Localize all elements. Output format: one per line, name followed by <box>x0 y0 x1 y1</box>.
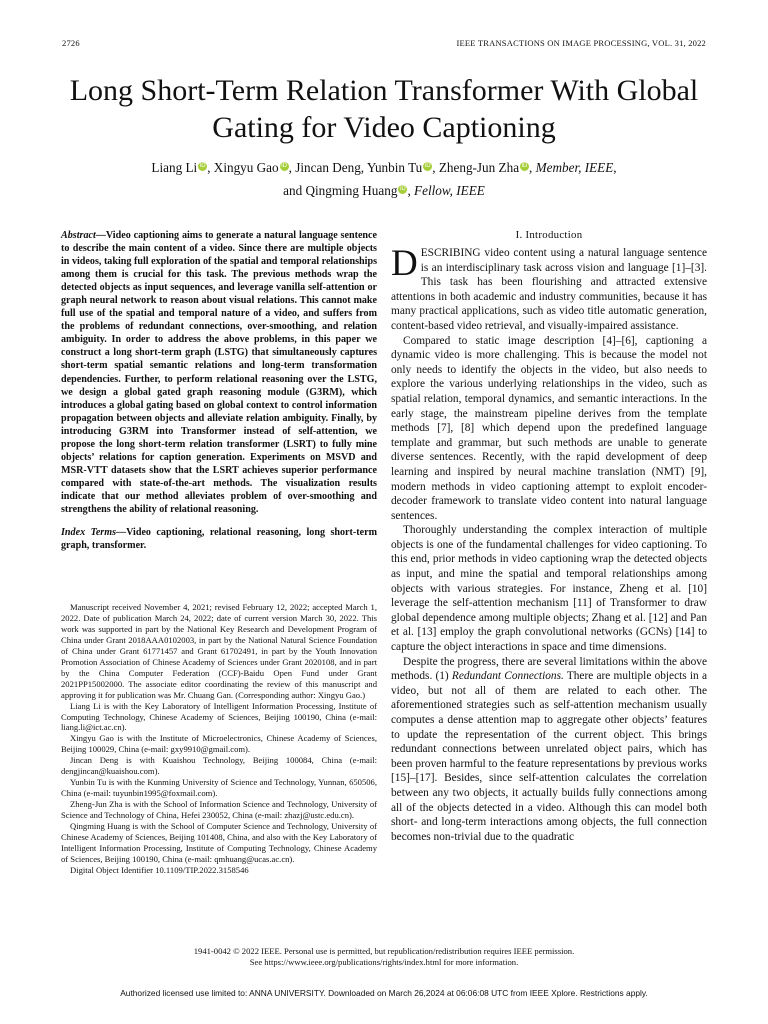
abstract-label: Abstract <box>61 230 96 241</box>
orcid-icon[interactable]: iD <box>400 185 406 192</box>
index-terms-text: —Video captioning, relational reasoning, long short-term graph, transformer. <box>61 527 377 552</box>
author-role: Fellow, IEEE <box>414 183 485 198</box>
author-name: Jincan Deng <box>295 160 361 175</box>
title-line-2: Gating for Video Captioning <box>212 111 556 144</box>
intro-paragraph-2: Compared to static image description [4]–[6], captioning a dynamic video is more challenging. This is because the model not only needs to identify the objects in the video, but also needs to explore the various underlying relationships in the video, such as spatial relation, temporal dynamics, and semantic interactions. In the early stage, the mainstream pipeline derives from the template methods [7], [8] which depend upon the predefined language template and grammar, but such methods are unable to generate diverse sentences. Recently, with the rapid development of deep learning and inspired by neural machine translation (NMT) [9], modern methods in video captioning attempt to exploit encoder-decoder framework to translate video content into natural language sentences. <box>391 334 707 522</box>
author-name: Liang Li <box>151 160 198 175</box>
intro-paragraph-4: Despite the progress, there are several limitations within the above methods. (1) Redundant Connections. There are multiple objects in a video, but not all of them are related to each other. The aforementioned strategies such as self-attention mechanism usually computes a dense attention map to aggregate other objects’ features to update the representation of the current object. This brings redundant connections between unrelated object pairs, which has been proven harmful to the feature representations by previous works [15]–[17]. Besides, since self-attention calculates the correlation between any two objects, it actually builds fully connections among all of the objects detected in a video. Although this can model both short- and long-term interactions among objects, the full connection becomes non-trivial due to the quadratic <box>391 655 707 843</box>
author-role: Member, IEEE <box>535 160 614 175</box>
author-name: Xingyu Gao <box>213 160 279 175</box>
page-number: 2726 <box>62 38 80 48</box>
index-terms <box>61 526 377 552</box>
orcid-icon[interactable]: iD <box>281 162 287 169</box>
intro-paragraph-3: Thoroughly understanding the complex interaction of multiple objects is one of the fundamental challenges for video captioning. To this end, prior methods in video captioning wrap the detected objects as input, and mine the spatial and temporal relationships among objects with various strategies. For instance, Zheng et al. [10] leverage the self-attention mechanism [11] of Transformer to draw global dependence among multiple objects; Zhang et al. [12] and Pan et al. [13] employ the graph convolutional networks (GCNs) [14] to capture the object interactions in space and time dimensions. <box>391 524 707 654</box>
index-terms-label: Index Terms <box>61 527 117 539</box>
intro-paragraph-1: DESCRIBING video content using a natural language sentence is an interdisciplinary task across vision and language [1]–[3]. This task has been flourishing and attracted extensive attentions in both academic and industry communities, because it has many practical applications, such as video title automatic generation, content-based video retrieval, and visually-impaired assistance. <box>391 243 707 332</box>
orcid-icon[interactable]: iD <box>199 162 206 169</box>
footnote: Liang Li is with the Key Laboratory of Intelligent Information Processing, Institute of Computing Technology, Chinese Academy of Sciences, Beijing 100190, China (e-mail: liang.li@ict.ac.cn). <box>61 700 377 733</box>
footnote: Zheng-Jun Zha is with the School of Information Science and Technology, University of Science and Technology of China, Hefei 230052, China (e-mail: zhazj@ustc.edu.cn). <box>61 799 377 821</box>
author-name: Zheng-Jun Zha <box>438 160 520 175</box>
footnotes <box>61 602 377 876</box>
copyright-line: 1941-0042 © 2022 IEEE. Personal use is permitted, but republication/redistribution requires IEEE permission. <box>193 946 575 956</box>
footnote: Jincan Deng is with Kuaishou Technology, Beijing 100084, China (e-mail: dengjincan@kuaishou.com). <box>61 755 377 777</box>
title-line-1: Long Short-Term Relation Transformer With Global <box>69 74 699 107</box>
copyright-footer <box>40 946 728 968</box>
section-heading: I. Introduction <box>515 229 583 241</box>
author-name: Yunbin Tu <box>366 160 423 175</box>
drop-cap: D <box>391 243 418 284</box>
doi-footnote[interactable]: Digital Object Identifier 10.1109/TIP.2022.3158546 <box>70 864 249 875</box>
footnote: Qingming Huang is with the School of Computer Science and Technology, University of Chinese Academy of Sciences, Beijing 101408, China, and also with the Key Laboratory of Intelligent Information Processing, Institute of Computing Technology, Chinese Academy of Sciences, Beijing 100190, China (e-mail: qmhuang@ucas.ac.cn). <box>61 821 377 864</box>
author-line-2: and Qingming Huang iD , Fellow, IEEE <box>283 183 485 198</box>
author-line-1: Liang Li iD , Xingyu Gao iD , Jincan Deng, Yunbin Tu iD , Zheng-Jun Zha iD , Member, IEEE, <box>151 160 617 175</box>
author-list <box>40 156 728 202</box>
footnote: Manuscript received November 4, 2021; revised February 12, 2022; accepted March 1, 2022. Date of publication March 24, 2022; date of current version March 30, 2022. This work was supported in part by the National Key Research and Development Program of China under Grant 2018AAA0102003, in part by the National Natural Science Foundation of China under Grant 61771457 and Grant 61702491, in part by the Youth Innovation Promotion Association of Chinese Academy of Sciences under Grant 2020108, and in part by the China Computer Federation (CCF)-Baidu Open Fund under Grant 2021PP15002000. The associate editor coordinating the review of this manuscript and approving it for publication was Mr. Chuang Gan. (Corresponding author: Xingyu Gao.) <box>61 602 377 700</box>
abstract <box>61 229 377 516</box>
abstract-text: —Video captioning aims to generate a natural language sentence to describe the main content of a video. Since there are multiple objects in videos, taking full exploration of the spatial and temporal relationships among them is crucial for this task. The previous methods wrap the detected objects as input sequences, and leverage vanilla self-attention or graph neural network to reason about visual relations. This cannot make full use of the spatial and temporal nature of a video, and suffers from the problems of redundant connections, over-smoothing, and relation ambiguity. In order to address the above problems, in this paper we construct a long short-term graph (LSTG) that simultaneously captures short-term spatial semantic relations and long-term transformation dependencies. Further, to perform relational reasoning over the LSTG, we design a global gated graph reasoning module (G3RM), which introduces a global gating based on global context to control information propagation between objects and alleviate relation ambiguity. Finally, by introducing G3RM into Transformer instead of self-attention, we propose the long short-term relation transformer (LSRT) to fully mine objects’ relations for caption generation. Experiments on MSVD and MSR-VTT datasets show that the LSRT achieves superior performance compared with state-of-the-art methods. The visualization results indicate that our method alleviates problem of over-smoothing and strengthens the ability of relational reasoning. <box>61 230 377 515</box>
paper-title <box>40 72 728 146</box>
orcid-icon[interactable]: iD <box>424 162 431 169</box>
rights-link[interactable]: See https://www.ieee.org/publications/rights/index.html for more information. <box>249 957 519 967</box>
right-column <box>391 229 707 844</box>
orcid-icon[interactable]: iD <box>521 162 528 169</box>
journal-name: IEEE TRANSACTIONS ON IMAGE PROCESSING, VOL. 31, 2022 <box>456 38 706 48</box>
footnote: Xingyu Gao is with the Institute of Microelectronics, Chinese Academy of Sciences, Beijing 100029, China (e-mail: gxy9910@gmail.com). <box>61 733 377 755</box>
author-connector: and <box>283 183 303 198</box>
left-column <box>61 229 377 552</box>
footnote: Yunbin Tu is with the Kunming University of Science and Technology, Yunnan, 650506, China (e-mail: tuyunbin1995@foxmail.com). <box>61 777 377 799</box>
author-name: Qingming Huang <box>305 183 398 198</box>
authorized-use-notice: Authorized licensed use limited to: ANNA UNIVERSITY. Downloaded on March 26,2024 at 06:06:08 UTC from IEEE Xplore. Restrictions apply. <box>120 988 648 998</box>
